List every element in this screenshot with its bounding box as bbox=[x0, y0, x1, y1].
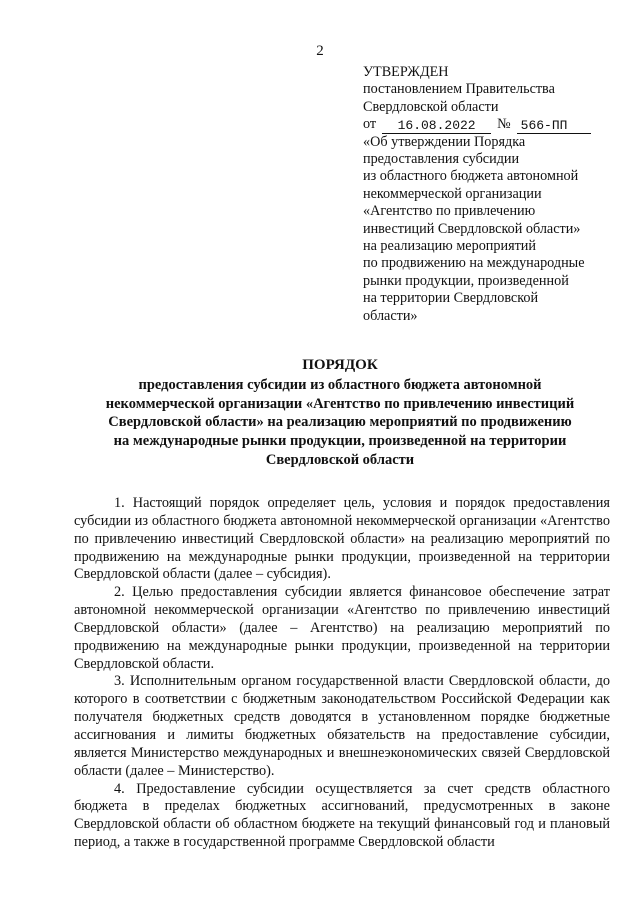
approval-ref-line: области» bbox=[363, 307, 418, 324]
date-prefix: от bbox=[363, 116, 377, 133]
page-number: 2 bbox=[316, 43, 324, 59]
approval-ref-line: из областного бюджета автономной bbox=[363, 168, 579, 185]
approval-ref-line: «Агентство по привлечению bbox=[363, 203, 536, 220]
approval-authority: постановлением Правительства bbox=[363, 81, 555, 98]
document-title bbox=[70, 356, 610, 470]
approval-date-row bbox=[363, 116, 613, 133]
approval-ref-line: предоставления субсидии bbox=[363, 151, 520, 168]
paragraph-4: 4. Предоставление субсидии осуществляется за счет средств областного бюджета в пределах бюджетных ассигнований, предусмотренных в законе Свердловской области об областном бюджете на текущий финансовый год и плановый период, а также в государственной программе Свердловской области bbox=[74, 780, 610, 851]
document-body bbox=[74, 495, 610, 852]
approval-date: 16.08.2022 bbox=[382, 118, 491, 134]
approval-ref-line: «Об утверждении Порядка bbox=[363, 133, 526, 150]
approval-ref-line: инвестиций Свердловской области» bbox=[363, 220, 581, 237]
document-title-line: Свердловской области» на реализацию мероприятий по продвижению bbox=[108, 414, 572, 431]
approval-ref-line: рынки продукции, произведенной bbox=[363, 272, 569, 289]
document-title-main: ПОРЯДОК bbox=[302, 357, 378, 373]
approval-ref-line: некоммерческой организации bbox=[363, 185, 542, 202]
document-title-line: Свердловской области bbox=[265, 451, 415, 468]
paragraph-2: 2. Целью предоставления субсидии является финансовое обеспечение затрат автономной некоммерческой организации «Агентство по привлечению инвестиций Свердловской области» (далее – Агентство) на реализацию мероприятий по продвижению на международные рынки продукции, произведенной на территории Свердловской области. bbox=[74, 584, 610, 672]
approval-ref-line: на территории Свердловской bbox=[363, 290, 539, 307]
document-title-line: некоммерческой организации «Агентство по привлечению инвестиций bbox=[105, 395, 575, 412]
approval-region: Свердловской области bbox=[363, 98, 499, 115]
approval-block bbox=[363, 64, 613, 325]
approval-heading: УТВЕРЖДЕН bbox=[363, 64, 449, 80]
approval-ref-line: на реализацию мероприятий bbox=[363, 238, 536, 255]
document-title-line: на международные рынки продукции, произведенной на территории bbox=[113, 433, 567, 450]
approval-ref-line: по продвижению на международные bbox=[363, 255, 585, 272]
paragraph-3: 3. Исполнительным органом государственной власти Свердловской области, до которого в соответствии с бюджетным законодательством Российской Федерации как получателя бюджетных средств доводятся в установленном порядке бюджетные ассигнования и лимиты бюджетных обязательств на предоставление субсидии, является Министерство международных и внешнеэкономических связей Свердловской области (далее – Министерство). bbox=[74, 673, 610, 779]
number-sign: № bbox=[497, 116, 511, 133]
document-title-line: предоставления субсидии из областного бюджета автономной bbox=[138, 376, 542, 393]
paragraph-1: 1. Настоящий порядок определяет цель, условия и порядок предоставления субсидии из областного бюджета автономной некоммерческой организации «Агентство по привлечению инвестиций Свердловской области» на реализацию мероприятий по продвижению на международные рынки продукции, произведенной на территории Свердловской области (далее – субсидия). bbox=[74, 495, 610, 583]
approval-number: 566-ПП bbox=[517, 118, 591, 134]
